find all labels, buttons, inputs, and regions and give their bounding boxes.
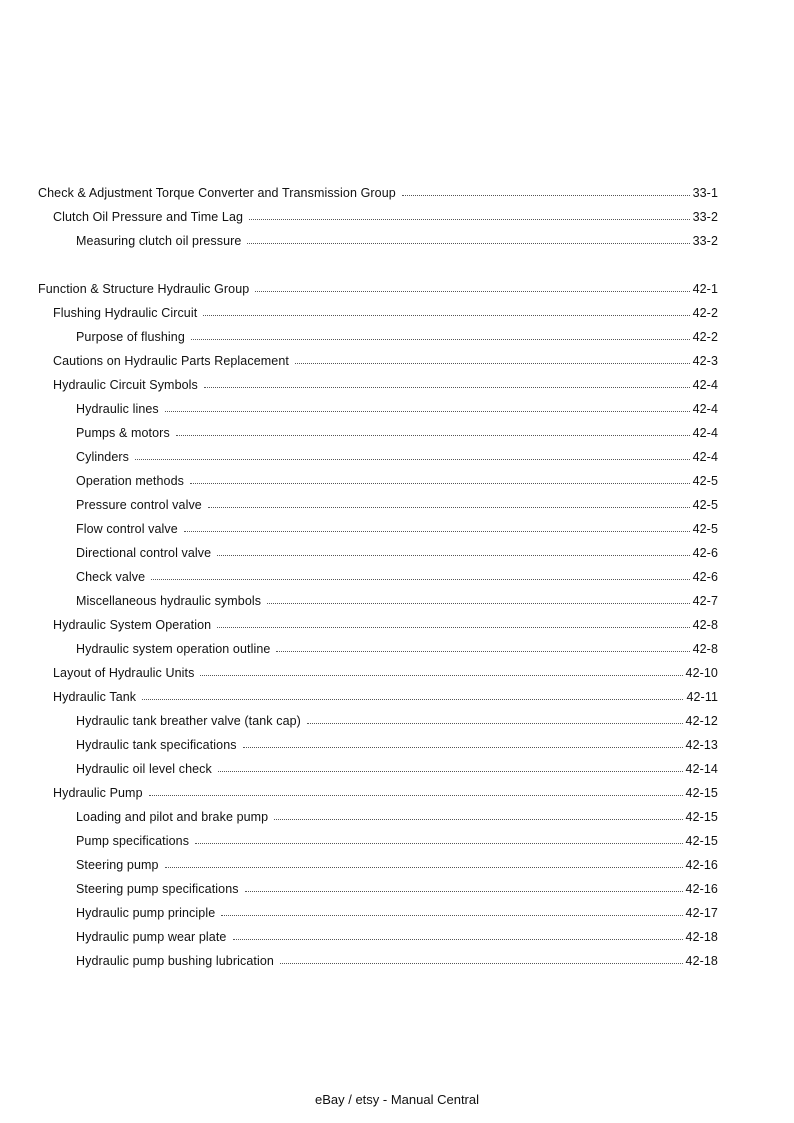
- dot-leader: [190, 477, 690, 484]
- toc-entry-title: Miscellaneous hydraulic symbols: [76, 594, 262, 608]
- toc-entry[interactable]: [0, 949, 794, 973]
- toc-entry[interactable]: [0, 877, 794, 901]
- toc-entry-page: 42-8: [692, 642, 718, 656]
- toc-entry[interactable]: [0, 493, 794, 517]
- toc-entry-title: Purpose of flushing: [76, 330, 185, 344]
- toc-section-hydraulic: [0, 277, 794, 973]
- toc-entry-page: 42-8: [692, 618, 718, 632]
- dot-leader: [165, 405, 690, 412]
- dot-leader: [267, 597, 689, 604]
- dot-leader: [191, 333, 690, 340]
- toc-entry[interactable]: [0, 829, 794, 853]
- toc-entry-page: 42-17: [685, 906, 718, 920]
- toc-entry-title: Pressure control valve: [76, 498, 202, 512]
- toc-entry-title: Flushing Hydraulic Circuit: [53, 306, 198, 320]
- dot-leader: [142, 693, 683, 700]
- dot-leader: [243, 741, 683, 748]
- toc-entry-page: 42-12: [685, 714, 718, 728]
- toc-entry-title: Function & Structure Hydraulic Group: [38, 282, 250, 296]
- toc-entry-title: Hydraulic pump principle: [76, 906, 216, 920]
- toc-entry-title: Pump specifications: [76, 834, 190, 848]
- toc-entry-page: 42-4: [692, 378, 718, 392]
- toc-entry-page: 42-2: [692, 330, 718, 344]
- toc-entry-title: Hydraulic System Operation: [53, 618, 212, 632]
- toc-entry[interactable]: [0, 709, 794, 733]
- toc-entry[interactable]: [0, 301, 794, 325]
- toc-entry[interactable]: [0, 757, 794, 781]
- toc-entry-title: Steering pump: [76, 858, 159, 872]
- dot-leader: [195, 837, 682, 844]
- toc-entry-page: 42-6: [692, 570, 718, 584]
- toc-entry-page: 33-2: [692, 234, 718, 248]
- dot-leader: [203, 309, 689, 316]
- toc-entry[interactable]: [0, 421, 794, 445]
- toc-entry-page: 42-18: [685, 954, 718, 968]
- toc-entry-page: 42-5: [692, 474, 718, 488]
- toc-entry[interactable]: [0, 277, 794, 301]
- toc-entry-title: Clutch Oil Pressure and Time Lag: [53, 210, 244, 224]
- dot-leader: [135, 453, 690, 460]
- toc-entry-title: Check & Adjustment Torque Converter and Transmission Group: [38, 186, 396, 200]
- toc-entry-page: 33-2: [692, 210, 718, 224]
- toc-entry-page: 42-11: [686, 690, 718, 704]
- dot-leader: [249, 213, 689, 220]
- toc-entry-page: 42-5: [692, 498, 718, 512]
- toc-entry[interactable]: [0, 637, 794, 661]
- dot-leader: [402, 189, 690, 196]
- toc-entry[interactable]: [0, 445, 794, 469]
- toc-entry-page: 42-16: [685, 882, 718, 896]
- toc-entry-title: Check valve: [76, 570, 146, 584]
- toc-entry[interactable]: [0, 373, 794, 397]
- dot-leader: [218, 765, 683, 772]
- toc-section-torque-converter: [0, 181, 794, 253]
- toc-entry-title: Directional control valve: [76, 546, 212, 560]
- toc-entry[interactable]: [0, 781, 794, 805]
- table-of-contents: [0, 181, 794, 997]
- dot-leader: [217, 549, 689, 556]
- dot-leader: [165, 861, 683, 868]
- toc-entry-page: 42-13: [685, 738, 718, 752]
- toc-entry[interactable]: [0, 229, 794, 253]
- toc-entry-page: 42-15: [685, 786, 718, 800]
- toc-entry[interactable]: [0, 565, 794, 589]
- dot-leader: [245, 885, 683, 892]
- toc-entry[interactable]: [0, 589, 794, 613]
- toc-entry-title: Hydraulic pump bushing lubrication: [76, 954, 274, 968]
- dot-leader: [233, 933, 683, 940]
- dot-leader: [280, 957, 683, 964]
- dot-leader: [307, 717, 683, 724]
- toc-entry[interactable]: [0, 181, 794, 205]
- toc-entry-title: Cylinders: [76, 450, 129, 464]
- toc-entry-page: 33-1: [692, 186, 718, 200]
- dot-leader: [247, 237, 689, 244]
- toc-entry-page: 42-15: [685, 810, 718, 824]
- dot-leader: [184, 525, 690, 532]
- toc-entry-title: Hydraulic system operation outline: [76, 642, 271, 656]
- toc-entry-title: Loading and pilot and brake pump: [76, 810, 269, 824]
- toc-entry[interactable]: [0, 901, 794, 925]
- dot-leader: [208, 501, 690, 508]
- toc-entry[interactable]: [0, 733, 794, 757]
- dot-leader: [176, 429, 690, 436]
- dot-leader: [255, 285, 689, 292]
- toc-entry-page: 42-10: [685, 666, 718, 680]
- dot-leader: [274, 813, 682, 820]
- toc-entry[interactable]: [0, 613, 794, 637]
- toc-entry-title: Hydraulic pump wear plate: [76, 930, 227, 944]
- toc-entry-title: Hydraulic Pump: [53, 786, 143, 800]
- toc-entry-page: 42-7: [692, 594, 718, 608]
- toc-entry[interactable]: [0, 805, 794, 829]
- toc-entry-page: 42-4: [692, 426, 718, 440]
- toc-entry-page: 42-2: [692, 306, 718, 320]
- dot-leader: [200, 669, 682, 676]
- toc-entry-title: Measuring clutch oil pressure: [76, 234, 242, 248]
- toc-entry-title: Hydraulic tank breather valve (tank cap): [76, 714, 301, 728]
- toc-entry-page: 42-15: [685, 834, 718, 848]
- toc-entry[interactable]: [0, 469, 794, 493]
- dot-leader: [276, 645, 689, 652]
- toc-entry-title: Hydraulic tank specifications: [76, 738, 237, 752]
- toc-entry-title: Hydraulic Circuit Symbols: [53, 378, 198, 392]
- toc-entry-title: Flow control valve: [76, 522, 178, 536]
- toc-entry[interactable]: [0, 205, 794, 229]
- dot-leader: [204, 381, 690, 388]
- toc-entry-page: 42-1: [692, 282, 718, 296]
- toc-entry-page: 42-4: [692, 450, 718, 464]
- toc-entry-title: Steering pump specifications: [76, 882, 239, 896]
- dot-leader: [149, 789, 683, 796]
- toc-entry-page: 42-16: [685, 858, 718, 872]
- toc-entry[interactable]: [0, 349, 794, 373]
- toc-entry-page: 42-6: [692, 546, 718, 560]
- toc-entry[interactable]: [0, 397, 794, 421]
- page-footer: eBay / etsy - Manual Central: [314, 1092, 480, 1107]
- dot-leader: [221, 909, 682, 916]
- toc-entry-title: Layout of Hydraulic Units: [53, 666, 195, 680]
- toc-entry[interactable]: [0, 661, 794, 685]
- toc-entry[interactable]: [0, 853, 794, 877]
- toc-entry-page: 42-14: [685, 762, 718, 776]
- toc-entry-page: 42-3: [692, 354, 718, 368]
- toc-entry-page: 42-5: [692, 522, 718, 536]
- toc-entry-page: 42-18: [685, 930, 718, 944]
- toc-entry-title: Hydraulic oil level check: [76, 762, 212, 776]
- toc-entry[interactable]: [0, 517, 794, 541]
- toc-entry[interactable]: [0, 685, 794, 709]
- toc-entry[interactable]: [0, 541, 794, 565]
- toc-entry-title: Operation methods: [76, 474, 185, 488]
- toc-entry-page: 42-4: [692, 402, 718, 416]
- toc-entry[interactable]: [0, 925, 794, 949]
- dot-leader: [151, 573, 689, 580]
- toc-entry[interactable]: [0, 325, 794, 349]
- toc-entry-title: Cautions on Hydraulic Parts Replacement: [53, 354, 289, 368]
- dot-leader: [295, 357, 690, 364]
- toc-entry-title: Hydraulic lines: [76, 402, 159, 416]
- dot-leader: [217, 621, 689, 628]
- toc-entry-title: Hydraulic Tank: [53, 690, 137, 704]
- toc-entry-title: Pumps & motors: [76, 426, 170, 440]
